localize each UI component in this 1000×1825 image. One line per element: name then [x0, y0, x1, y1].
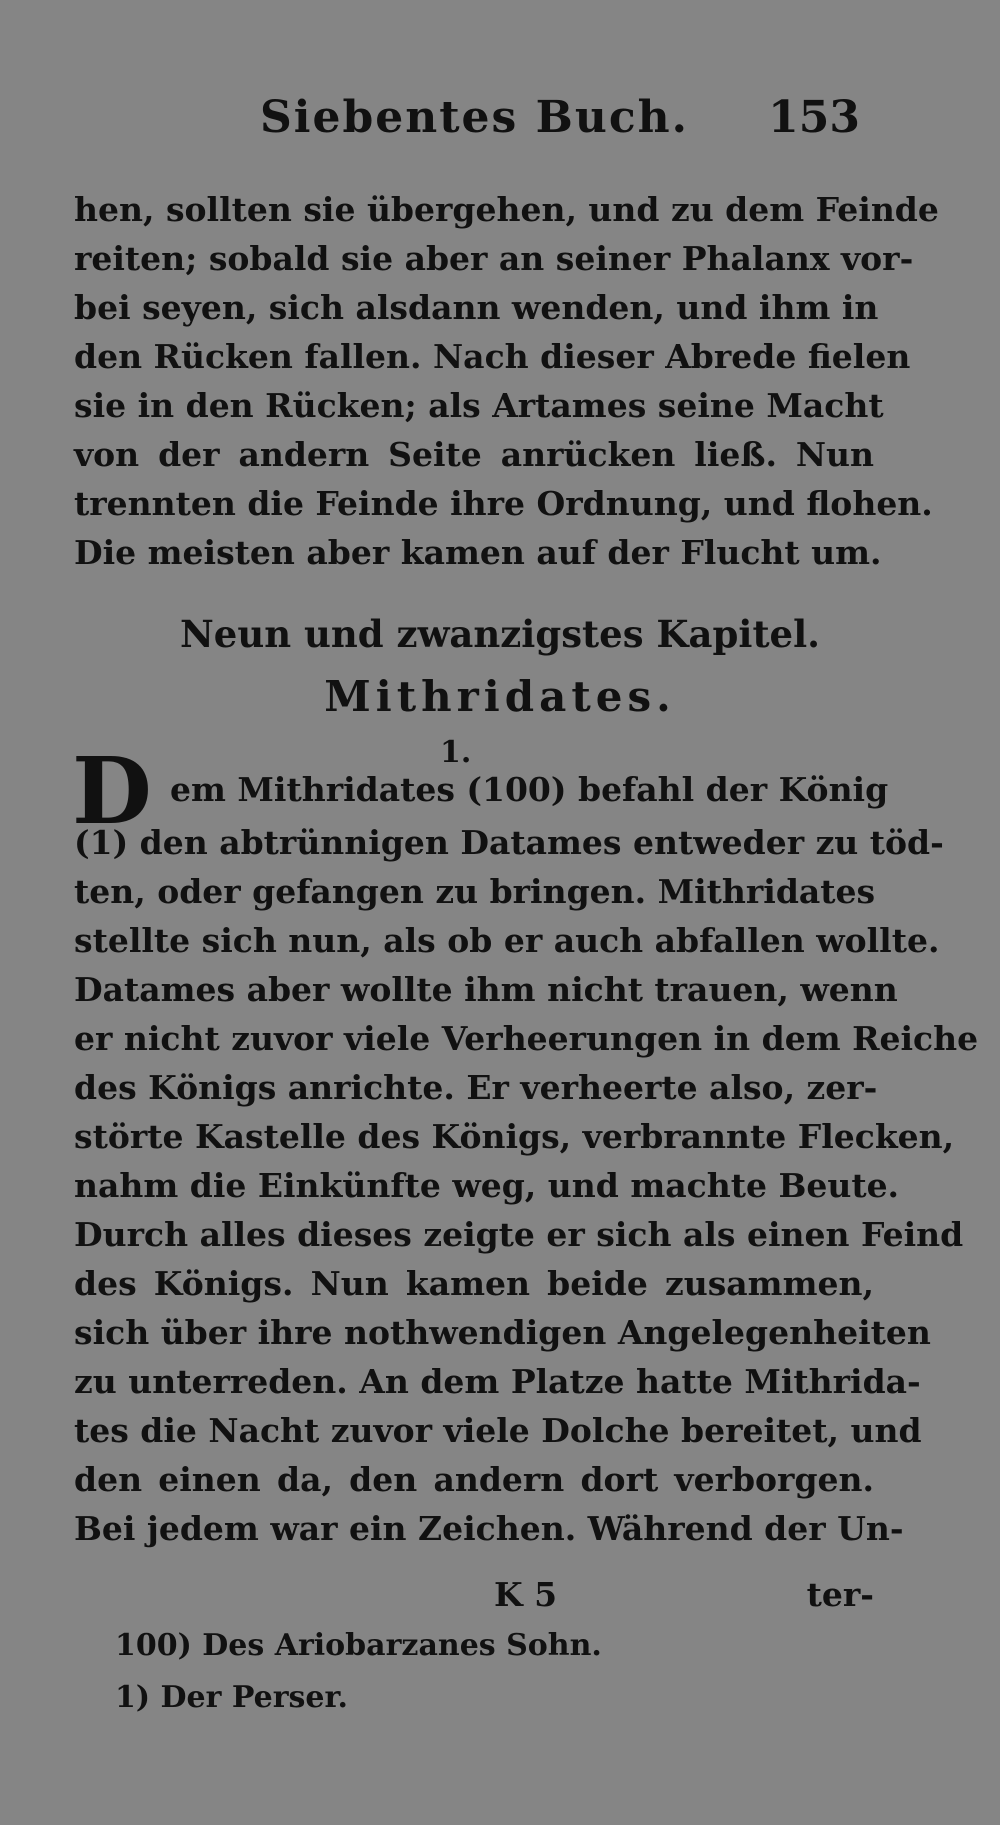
- catchword: ter-: [806, 1575, 874, 1614]
- footnotes: [115, 1620, 602, 1724]
- text-line: nahm die Einkünfte weg, und machte Beute.: [74, 1166, 900, 1205]
- drop-cap: D: [72, 737, 152, 845]
- text-line: (1) den abtrünnigen Datames entweder zu töd-: [74, 823, 944, 862]
- text-line: er nicht zuvor viele Verheerungen in dem Reiche: [74, 1019, 979, 1058]
- text-line: bei seyen, sich alsdann wenden, und ihm in: [74, 288, 879, 327]
- text-line: den einen da, den andern dort verborgen.: [74, 1460, 874, 1499]
- running-head: [260, 92, 860, 152]
- page-footer: [74, 1575, 874, 1625]
- section-number: 1.: [440, 735, 472, 770]
- footnote: 100) Des Ariobarzanes Sohn.: [115, 1628, 602, 1663]
- text-line: zu unterreden. An dem Platze hatte Mithrida-: [74, 1362, 921, 1401]
- text-line: Bei jedem war ein Zeichen. Während der Un-: [74, 1509, 904, 1548]
- text-line: ten, oder gefangen zu bringen. Mithridates: [74, 872, 876, 911]
- text-line: reiten; sobald sie aber an seiner Phalanx vor-: [74, 239, 914, 278]
- chapter-subtitle: Mithridates.: [324, 672, 676, 721]
- text-line: den Rücken fallen. Nach dieser Abrede fielen: [74, 337, 911, 376]
- text-line: trennten die Feinde ihre Ordnung, und flohen.: [74, 484, 933, 523]
- footnote: 1) Der Perser.: [115, 1680, 348, 1715]
- paragraph-main: [74, 818, 979, 1553]
- paragraph-continued: [74, 185, 939, 577]
- text-line: sie in den Rücken; als Artames seine Macht: [74, 386, 884, 425]
- text-line: stellte sich nun, als ob er auch abfallen wollte.: [74, 921, 940, 960]
- text-line: des Königs. Nun kamen beide zusammen,: [74, 1264, 874, 1303]
- text-line: Durch alles dieses zeigte er sich als einen Feind: [74, 1215, 964, 1254]
- text-line: tes die Nacht zuvor viele Dolche bereitet, und: [74, 1411, 922, 1450]
- running-title: Siebentes Buch.: [260, 92, 689, 143]
- chapter-heading: Neun und zwanzigstes Kapitel.: [179, 612, 821, 656]
- signature-mark: K 5: [494, 1575, 558, 1614]
- page-number: 153: [768, 92, 860, 143]
- text-line: sich über ihre nothwendigen Angelegenheiten: [74, 1313, 931, 1352]
- text-line: hen, sollten sie übergehen, und zu dem Feinde: [74, 190, 939, 229]
- text-line: Die meisten aber kamen auf der Flucht um.: [74, 533, 882, 572]
- text-line: em Mithridates (100) befahl der König: [170, 770, 889, 809]
- text-line: von der andern Seite anrücken ließ. Nun: [74, 435, 874, 474]
- text-line: Datames aber wollte ihm nicht trauen, wenn: [74, 970, 898, 1009]
- text-line: störte Kastelle des Königs, verbrannte Flecken,: [74, 1117, 955, 1156]
- text-line: des Königs anrichte. Er verheerte also, zer-: [74, 1068, 878, 1107]
